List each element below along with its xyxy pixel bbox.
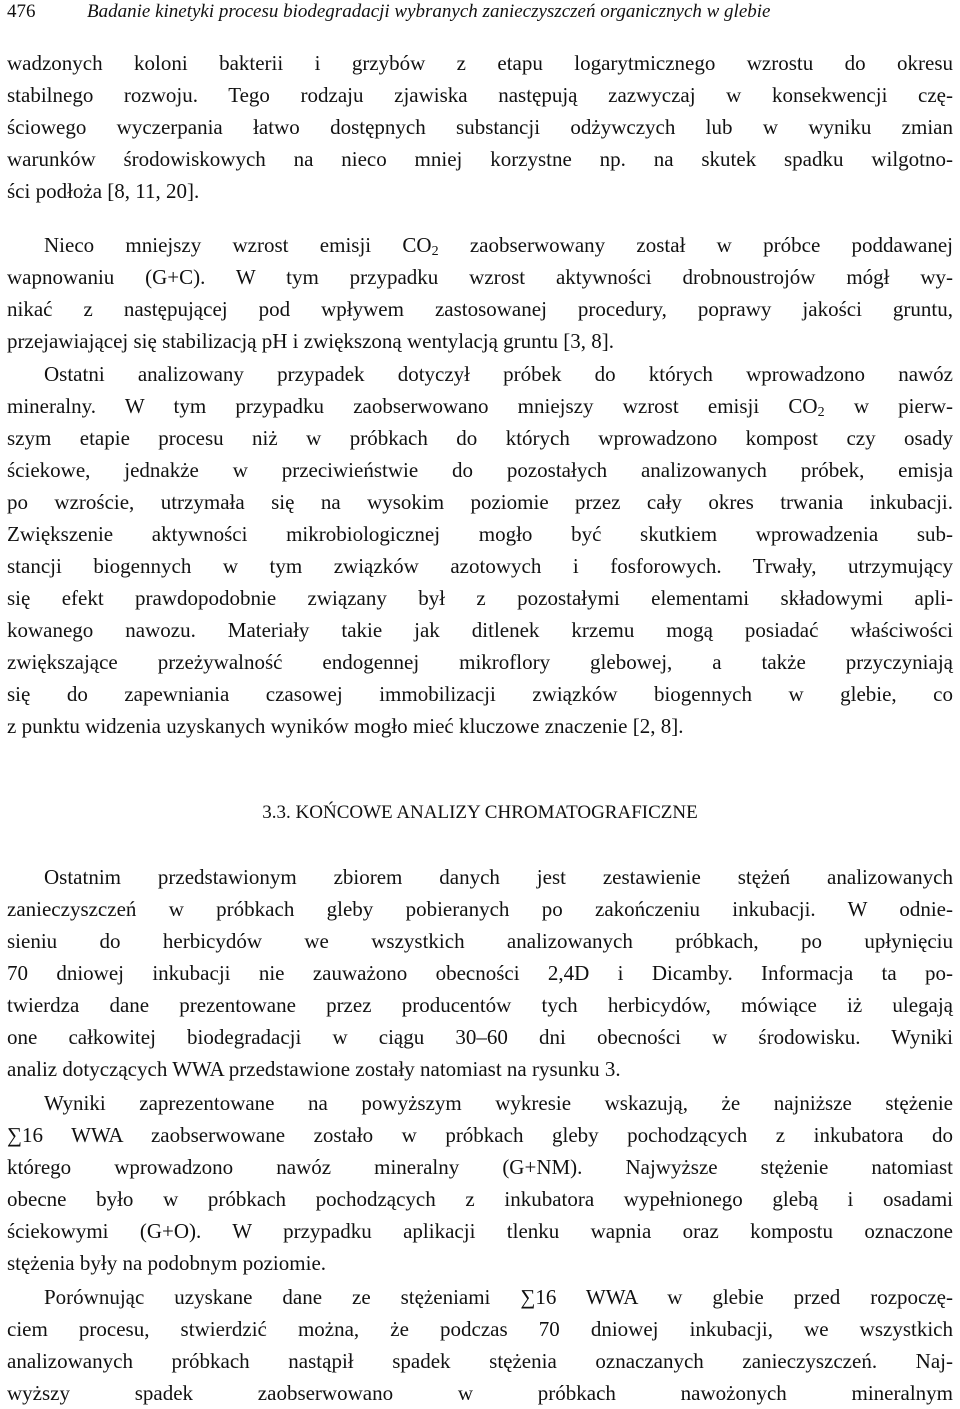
text-line: wyższy spadek zaobserwowano w próbkach nawożonych mineralnym [7,1381,953,1405]
text-line: analizowanych próbkach nastąpił spadek stężenia oznaczanych zanieczyszczeń. Naj- [7,1349,953,1373]
text-line: Wyniki zaprezentowane na powyższym wykresie wskazują, że najniższe stężenie [44,1091,953,1115]
text-line: zanieczyszczeń w próbkach gleby pobieranych po zakończeniu inkubacji. W odnie- [7,897,953,921]
text-line: wapnowaniu (G+C). W tym przypadku wzrost aktywności drobnoustrojów mógł wy- [7,265,953,289]
text-line: ciem procesu, stwierdzić można, że podczas 70 dniowej inkubacji, we wszystkich [7,1317,953,1341]
text-fragment: Nieco mniejszy wzrost emisji CO [44,233,432,257]
paragraph-2 [7,229,953,357]
text-line: Ostatni analizowany przypadek dotyczył próbek do których wprowadzono nawóz [44,362,953,386]
text-line: wadzonych koloni bakterii i grzybów z etapu logarytmicznego wzrostu do okresu [7,51,953,75]
text-line: ści podłoża [8, 11, 20]. [7,179,200,203]
paragraph-6 [7,1281,953,1409]
text-line: ściowego wyczerpania łatwo dostępnych substancji odżywczych lub w wyniku zmian [7,115,953,139]
text-line: szym etapie procesu niż w próbkach do których wprowadzono kompost czy osady [7,426,953,450]
text-line [7,390,953,422]
text-line: kowanego nawozu. Materiały takie jak ditlenek krzemu mogą posiadać właściwości [7,618,953,642]
text-line [7,229,953,261]
text-line: one całkowitej biodegradacji w ciągu 30–60 dni obecności w środowisku. Wyniki [7,1025,953,1049]
text-line: twierdza dane prezentowane przez producentów tych herbicydów, mówiące iż ulegają [7,993,953,1017]
text-line: warunków środowiskowych na nieco mniej korzystne np. na skutek spadku wilgotno- [7,147,953,171]
text-line: zwiększające przeżywalność endogennej mikroflory glebowej, a także przyczyniają [7,650,953,674]
text-line: z punktu widzenia uzyskanych wyników mogło mieć kluczowe znaczenie [2, 8]. [7,714,684,738]
paragraph-5 [7,1087,953,1279]
text-line: stabilnego rozwoju. Tego rodzaju zjawiska następują zazwyczaj w konsekwencji czę- [7,83,953,107]
subscript: 2 [431,244,439,259]
text-line: Ostatnim przedstawionym zbiorem danych jest zestawienie stężeń analizowanych [44,865,953,889]
text-line: się do zapewniania czasowej immobilizacji związków biogennych w glebie, co [7,682,953,706]
subscript: 2 [817,405,825,420]
text-line: obecne było w próbkach pochodzących z inkubatora wypełnionego glebą i osadami [7,1187,953,1211]
text-line: którego wprowadzono nawóz mineralny (G+NM). Najwyższe stężenie natomiast [7,1155,953,1179]
paragraph-1 [7,47,953,207]
text-line: stężenia były na podobnym poziomie. [7,1251,327,1275]
text-line: Zwiększenie aktywności mikrobiologicznej mogło być skutkiem wprowadzenia sub- [7,522,953,546]
page-number: 476 [7,1,36,22]
text-line: po wzroście, utrzymała się na wysokim poziomie przez cały okres trwania inkubacji. [7,490,953,514]
text-line: przejawiającej się stabilizacją pH i zwiększoną wentylacją gruntu [3, 8]. [7,329,614,353]
text-fragment: w pierw- [824,394,953,418]
paragraph-4 [7,861,953,1085]
text-line: nikać z następującej pod wpływem zastosowanej procedury, poprawy jakości gruntu, [7,297,953,321]
text-line: ∑16 WWA zaobserwowane zostało w próbkach gleby pochodzących z inkubatora do [7,1123,953,1147]
text-line: sieniu do herbicydów we wszystkich analizowanych próbkach, po upłynięciu [7,929,953,953]
running-title: Badanie kinetyki procesu biodegradacji wybranych zanieczyszczeń organicznych w glebie [87,1,771,22]
text-line: się efekt prawdopodobnie związany był z pozostałymi elementami składowymi apli- [7,586,953,610]
section-heading: 3.3. KOŃCOWE ANALIZY CHROMATOGRAFICZNE [262,802,698,823]
paragraph-3 [7,358,953,742]
text-fragment: zaobserwowany został w próbce poddawanej [438,233,954,257]
text-line: analiz dotyczących WWA przedstawione zostały natomiast na rysunku 3. [7,1057,621,1081]
text-line: ściekowe, jednakże w przeciwieństwie do pozostałych analizowanych próbek, emisja [7,458,953,482]
text-fragment: mineralny. W tym przypadku zaobserwowano mniejszy wzrost emisji CO [7,394,818,418]
text-line: stancji biogennych w tym związków azotowych i fosforowych. Trwały, utrzymujący [7,554,953,578]
text-line: 70 dniowej inkubacji nie zauważono obecności 2,4D i Dicamby. Informacja ta po- [7,961,953,985]
text-line: ściekowymi (G+O). W przypadku aplikacji tlenku wapnia oraz kompostu oznaczone [7,1219,953,1243]
text-line: Porównując uzyskane dane ze stężeniami ∑16 WWA w glebie przed rozpoczę- [44,1285,953,1309]
running-header [7,0,953,25]
